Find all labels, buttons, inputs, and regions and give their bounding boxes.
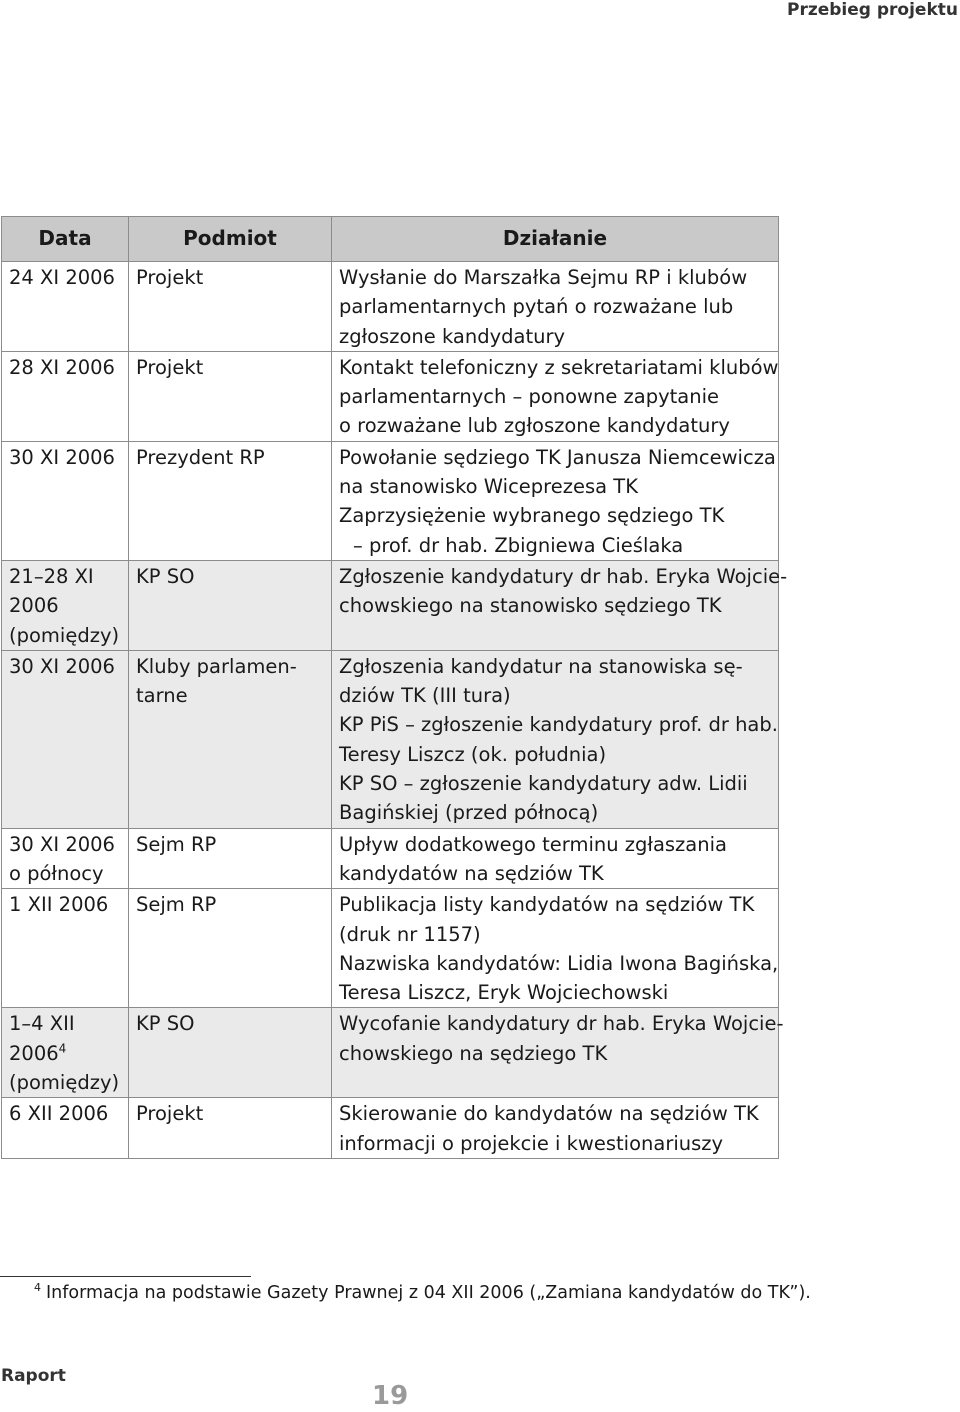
cell-line: o rozważane lub zgłoszone kandydatury <box>339 414 730 438</box>
cell-subject <box>129 889 332 1008</box>
table-row <box>2 1098 779 1159</box>
cell-line: 21–28 XI <box>9 564 94 588</box>
column-header-action: Działanie <box>332 217 779 262</box>
cell-line: parlamentarnych pytań o rozważane lub <box>339 295 734 319</box>
cell-action <box>332 560 788 650</box>
cell-line: Teresa Liszcz, Eryk Wojciechowski <box>339 981 669 1005</box>
cell-line: KP SO <box>136 564 195 588</box>
cell-line: informacji o projekcie i kwestionariuszy <box>339 1131 724 1155</box>
cell-line: Zaprzysiężenie wybranego sędziego TK <box>339 504 725 528</box>
cell-line: Powołanie sędziego TK Janusza Niemcewicza <box>339 445 776 469</box>
cell-line: zgłoszone kandydatury <box>339 324 566 348</box>
cell-date <box>2 560 129 650</box>
page-number: 19 <box>372 1381 409 1411</box>
cell-date <box>2 828 129 889</box>
cell-line: 2006 <box>9 594 59 618</box>
cell-line: Sejm RP <box>136 832 217 856</box>
cell-line: Teresy Liszcz (ok. południa) <box>339 742 607 766</box>
footer-label: Raport <box>1 1366 66 1386</box>
cell-line: 24 XI 2006 <box>9 266 115 289</box>
cell-line: Projekt <box>136 355 204 379</box>
cell-subject <box>129 560 332 650</box>
cell-line: (pomiędzy) <box>9 1071 120 1095</box>
cell-line: 6 XII 2006 <box>9 1102 109 1126</box>
cell-line: 30 XI 2006 <box>9 445 115 469</box>
cell-line: 2006$^4$ <box>9 1041 67 1065</box>
cell-action <box>332 441 779 560</box>
table-row <box>2 1008 779 1098</box>
cell-action <box>332 828 779 889</box>
cell-line: 28 XI 2006 <box>9 355 115 379</box>
cell-line: KP SO – zgłoszenie kandydatury adw. Lidii <box>339 772 748 796</box>
cell-line: chowskiego na sędziego TK <box>339 1041 608 1065</box>
cell-action <box>332 650 779 828</box>
cell-subject <box>129 262 332 352</box>
footnote-marker: 4 <box>34 1281 41 1295</box>
cell-subject <box>129 828 332 889</box>
table-row <box>2 262 779 352</box>
cell-date <box>2 650 129 828</box>
footnote-divider <box>0 1276 251 1277</box>
footnote-reference[interactable]: 4 <box>58 1041 67 1056</box>
cell-line: Publikacja listy kandydatów na sędziów TK <box>339 893 755 917</box>
cell-action <box>332 889 779 1008</box>
cell-line: dziów TK (III tura) <box>339 684 511 708</box>
cell-line: 1–4 XII <box>9 1012 75 1036</box>
cell-line: KP PiS – zgłoszenie kandydatury prof. dr hab. <box>339 713 778 737</box>
cell-date <box>2 1008 129 1098</box>
table-row <box>2 889 779 1008</box>
cell-line: Skierowanie do kandydatów na sędziów TK <box>339 1102 759 1126</box>
cell-subject <box>129 351 332 441</box>
column-header-date: Data <box>2 217 129 262</box>
cell-date <box>2 262 129 352</box>
cell-line: Kontakt telefoniczny z sekretariatami klubów <box>339 355 779 379</box>
column-header-subject: Podmiot <box>129 217 332 262</box>
cell-line: (druk nr 1157) <box>339 922 481 946</box>
cell-line: Projekt <box>136 1102 204 1126</box>
cell-line: Wycofanie kandydatury dr hab. Eryka Wojcie- <box>339 1012 784 1036</box>
cell-line: Wysłanie do Marszałka Sejmu RP i klubów <box>339 266 748 289</box>
cell-line: Projekt <box>136 266 204 289</box>
cell-action <box>332 1098 779 1159</box>
footnote <box>34 1283 811 1303</box>
table-row <box>2 650 779 828</box>
cell-subject <box>129 441 332 560</box>
footnote-text: Informacja na podstawie Gazety Prawnej z 04 XII 2006 („Zamiana kandydatów do TK”). <box>46 1283 811 1303</box>
table-row <box>2 828 779 889</box>
table-row <box>2 560 779 650</box>
cell-line: Bagińskiej (przed północą) <box>339 801 599 825</box>
cell-line: tarne <box>136 684 188 708</box>
cell-action <box>332 351 779 441</box>
cell-line: Zgłoszenie kandydatury dr hab. Eryka Wojcie- <box>339 564 788 588</box>
cell-line: Zgłoszenia kandydatur na stanowiska sę- <box>339 654 743 678</box>
table-row <box>2 351 779 441</box>
cell-date <box>2 1098 129 1159</box>
cell-line: Upływ dodatkowego terminu zgłaszania <box>339 832 727 856</box>
cell-line: Kluby parlamen- <box>136 654 297 678</box>
cell-line: Nazwiska kandydatów: Lidia Iwona Bagińska, <box>339 951 779 975</box>
cell-line: (pomiędzy) <box>9 623 120 647</box>
cell-subject <box>129 1008 332 1098</box>
cell-action <box>332 1008 784 1098</box>
cell-line: chowskiego na stanowisko sędziego TK <box>339 594 722 618</box>
cell-date <box>2 441 129 560</box>
cell-line: na stanowisko Wiceprezesa TK <box>339 475 638 499</box>
chronology-table <box>1 216 788 1159</box>
cell-subject <box>129 1098 332 1159</box>
cell-line: Sejm RP <box>136 893 217 917</box>
cell-date <box>2 889 129 1008</box>
cell-line: KP SO <box>136 1012 195 1036</box>
cell-line: 1 XII 2006 <box>9 893 109 917</box>
cell-line: 30 XI 2006 <box>9 832 115 856</box>
cell-line: Prezydent RP <box>136 445 265 469</box>
table-row <box>2 441 779 560</box>
cell-line: – prof. dr hab. Zbigniewa Cieślaka <box>353 533 684 557</box>
cell-line: parlamentarnych – ponowne zapytanie <box>339 385 720 409</box>
cell-line: o północy <box>9 861 104 885</box>
cell-action <box>332 262 779 352</box>
cell-subject <box>129 650 332 828</box>
table-header-row <box>2 217 779 262</box>
cell-line: kandydatów na sędziów TK <box>339 861 604 885</box>
cell-date <box>2 351 129 441</box>
running-head: Przebieg projektu <box>786 0 958 20</box>
cell-line: 30 XI 2006 <box>9 654 115 678</box>
